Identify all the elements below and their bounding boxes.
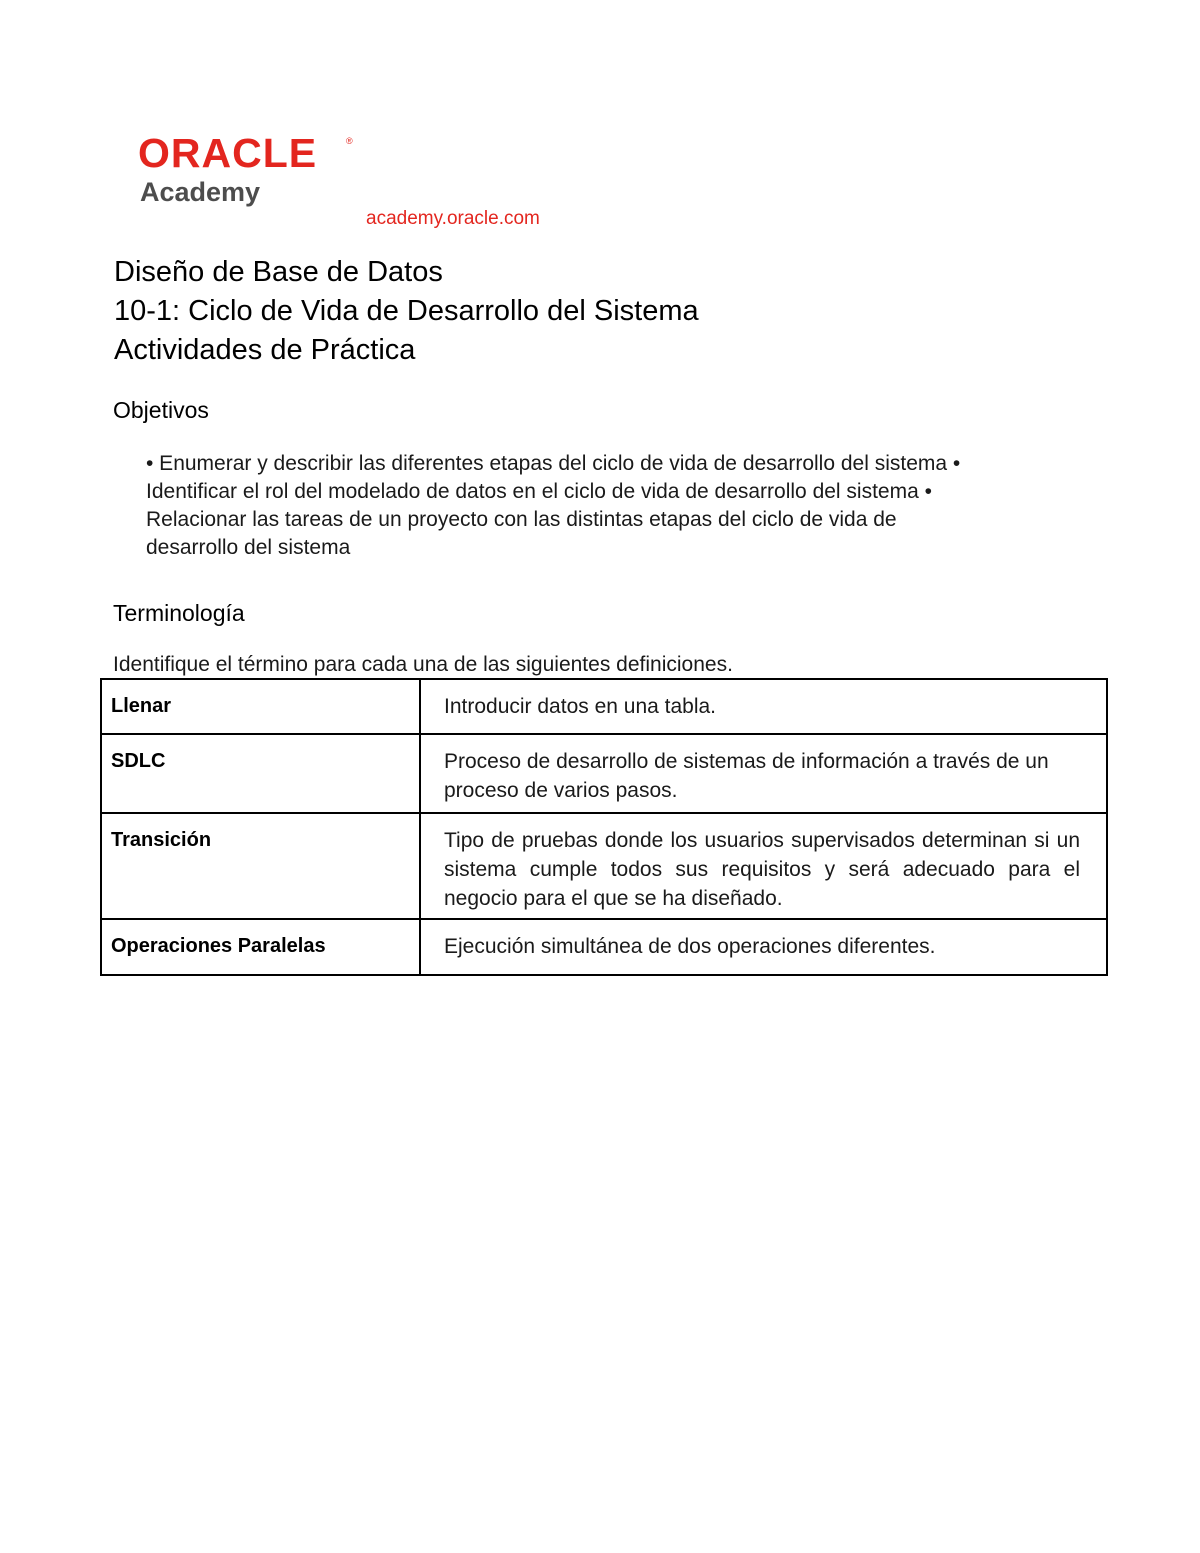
logo-registered-mark: ® — [346, 136, 353, 146]
definition-cell: Introducir datos en una tabla. — [420, 679, 1107, 734]
table-row — [101, 679, 1107, 734]
objective-line: Identificar el rol del modelado de datos en el ciclo de vida de desarrollo del sistema • — [146, 480, 932, 503]
table-row — [101, 813, 1107, 919]
term-cell: SDLC — [101, 734, 420, 813]
document-title — [114, 253, 699, 370]
title-activity: Actividades de Práctica — [114, 334, 416, 366]
logo-subtitle: Academy — [140, 177, 261, 207]
table-row — [101, 734, 1107, 813]
term-cell: Llenar — [101, 679, 420, 734]
term-cell: Transición — [101, 813, 420, 919]
term-cell: Operaciones Paralelas — [101, 919, 420, 975]
definition-cell: Proceso de desarrollo de sistemas de información a través de un proceso de varios pasos. — [420, 734, 1107, 813]
terminology-instructions: Identifique el término para cada una de las siguientes definiciones. — [113, 653, 733, 676]
definition-cell: Tipo de pruebas donde los usuarios supervisados determinan si un sistema cumple todos sus requisitos y será adecuado para el negocio para el que se ha diseñado. — [420, 813, 1107, 919]
definition-cell: Ejecución simultánea de dos operaciones diferentes. — [420, 919, 1107, 975]
terminology-heading: Terminología — [113, 600, 245, 626]
objectives-text — [146, 450, 1076, 562]
objective-line: • Enumerar y describir las diferentes etapas del ciclo de vida de desarrollo del sistema • — [146, 452, 961, 475]
terminology-table — [100, 678, 1108, 976]
objective-line: desarrollo del sistema — [146, 536, 351, 559]
objective-line: Relacionar las tareas de un proyecto con las distintas etapas del ciclo de vida de — [146, 508, 897, 531]
title-lesson: 10-1: Ciclo de Vida de Desarrollo del Sistema — [114, 295, 699, 327]
academy-site-link[interactable]: academy.oracle.com — [366, 208, 540, 229]
table-row — [101, 919, 1107, 975]
oracle-academy-logo — [138, 130, 358, 213]
title-course: Diseño de Base de Datos — [114, 256, 443, 288]
logo-wordmark: ORACLE — [138, 130, 318, 176]
objectives-heading: Objetivos — [113, 397, 209, 423]
